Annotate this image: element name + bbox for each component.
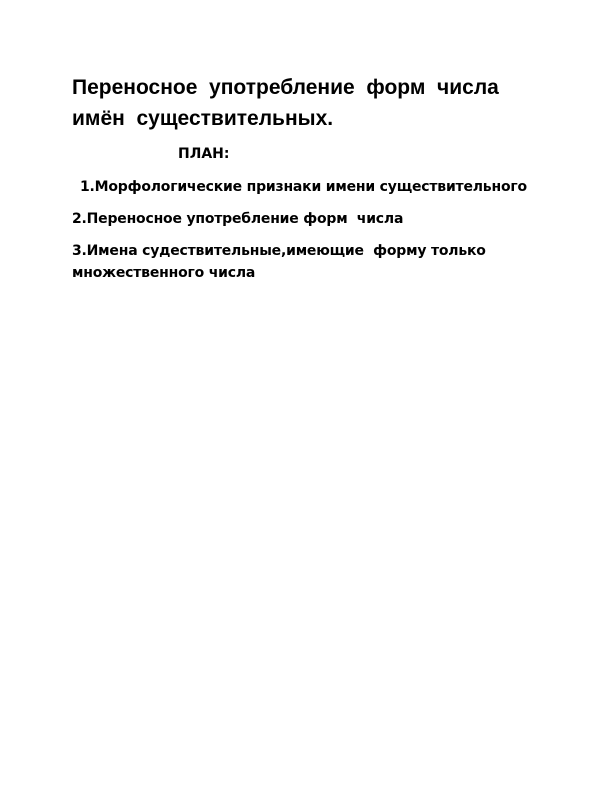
plan-item-2: 2.Переносное употребление форм числа [72,211,404,227]
plan-list [72,176,542,294]
plan-item-3: 3.Имена судествительные,имеющие форму только множественного числа [72,243,486,281]
document-title: Переносное употребление форм числа имён существительных. [72,76,499,130]
plan-heading: ПЛАН: [178,146,230,162]
plan-item-1: 1.Морфологические признаки имени существительного [80,179,527,195]
